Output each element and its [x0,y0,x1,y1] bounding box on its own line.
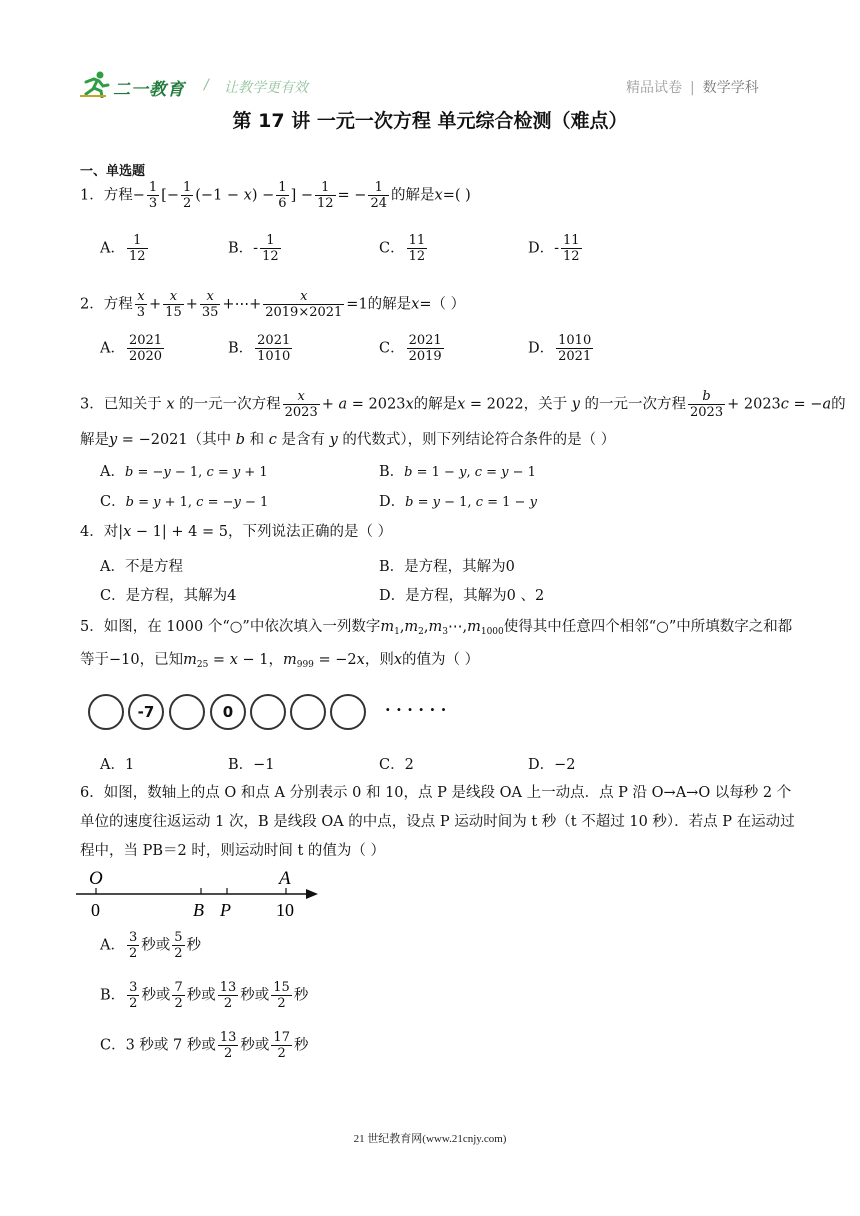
circle-6 [290,694,326,730]
tick-zero-label: 0 [91,900,100,920]
question-5-line-2: 等于−10，已知$m_{25} = x - 1$，$m_{999} = -2x$，则x的值为（ ） [80,652,480,670]
section-heading: 一、单选题 [80,164,146,179]
page-footer: 21 世纪教育网(www.21cnjy.com) [353,1133,507,1145]
q1-option-a[interactable]: A． $\frac{1}{12}$ [100,233,146,264]
q2-option-b[interactable]: B． $\frac{2021}{1010}$ [228,333,291,364]
question-2: 2．方程 $\frac{x}{3}$ + $\frac{x}{15}$ + $\frac{x}{35}$ +⋯+ $\frac{x}{2019\times 2021}$ =1的解是x=（ ） [80,289,466,320]
number-line [70,866,330,922]
q3-option-a[interactable]: A．b = −y − 1, c = y + 1 [100,464,268,480]
q4-option-d[interactable]: D．是方程，其解为0 、2 [379,588,545,604]
question-1: 1．方程− $\frac{1}{3}$ [− $\frac{1}{2}$ (−1 − x) − $\frac{1}{6}$ ] − $\frac{1}{12}$ = − $\frac{1}{24}$ 的解是x=( ) [80,180,471,211]
header-separator: | [690,80,695,96]
slogan: 让教学更有效 [224,80,308,96]
q5-option-d[interactable]: D．−2 [528,757,576,773]
question-5-line-1: 5．如图，在 1000 个“○”中依次填入一列数字$m_1,m_2,m_3\cdots,m_{1000}$使得其中任意四个相邻“○”中所填数字之和都 [80,619,793,637]
q6-option-c[interactable]: C．3 秒或 7 秒或 $\frac{13}{2}$ 秒或 $\frac{17}{2}$ 秒 [100,1030,309,1061]
point-o-label: O [89,868,103,889]
circle-3 [169,694,205,730]
question-6-line-1: 6．如图，数轴上的点 O 和点 A 分别表示 0 和 10，点 P 是线段 OA 上一动点．点 P 沿 O→A→O 以每秒 2 个 [80,785,792,801]
q2-option-a[interactable]: A． $\frac{2021}{2020}$ [100,333,163,364]
point-b-label: B [193,900,204,920]
q1-option-b[interactable]: B．- $\frac{1}{12}$ [228,233,279,264]
question-3-line-2: 解是y = −2021（其中 b 和 c 是含有 y 的代数式），则下列结论符合条件的是（ ） [80,432,616,448]
header-subject: 数学学科 [702,80,759,96]
q3-option-c[interactable]: C．b = y + 1, c = −y − 1 [100,494,269,510]
q6-option-b[interactable]: B． $\frac{3}{2}$ 秒或 $\frac{7}{2}$ 秒或 $\frac{13}{2}$ 秒或 $\frac{15}{2}$ 秒 [100,980,309,1011]
q3-option-d[interactable]: D．b = y − 1, c = 1 − y [379,494,537,510]
circle-4: 0 [210,694,246,730]
q5-option-b[interactable]: B．−1 [228,757,275,773]
q1-option-d[interactable]: D．- $\frac{11}{12}$ [528,233,580,264]
q5-option-c[interactable]: C．2 [379,757,414,773]
q4-option-c[interactable]: C．是方程，其解为4 [100,588,237,604]
page-title: 第 17 讲 一元一次方程 单元综合检测（难点） [232,110,628,132]
circle-1 [88,694,124,730]
tick-ten-label: 10 [276,900,294,920]
header-premium: 精品试卷 [626,80,682,96]
q6-option-a[interactable]: A． $\frac{3}{2}$ 秒或 $\frac{5}{2}$ 秒 [100,930,202,961]
question-4: 4．对|x − 1| + 4 = 5，下列说法正确的是（ ） [80,524,393,540]
q4-option-b[interactable]: B．是方程，其解为0 [379,559,515,575]
circle-7 [330,694,366,730]
q3-option-b[interactable]: B．b = 1 − y, c = y − 1 [379,464,536,480]
runner-logo-icon [80,70,110,98]
question-3-line-1: 3．已知关于 x 的一元一次方程 $\frac{x}{2023}$ + a = 2023x的解是x = 2022，关于 y 的一元一次方程 $\frac{b}{2023}$ + 2023c = −a的 [80,389,846,420]
point-a-label: A [279,868,291,889]
q4-option-a[interactable]: A．不是方程 [100,559,183,575]
q5-option-a[interactable]: A．1 [100,757,135,773]
circle-2: -7 [128,694,164,730]
ellipsis-dots: · · · · · · [385,700,447,719]
point-p-label: P [220,900,231,920]
slogan-separator: / [204,77,209,93]
question-6-line-3: 程中，当 PB＝2 时，则运动时间 t 的值为（ ） [80,843,386,859]
header-right [626,77,759,97]
circle-5 [250,694,286,730]
logo [80,70,110,98]
question-6-line-2: 单位的速度往返运动 1 次，B 是线段 OA 的中点，设点 P 运动时间为 t 秒（t 不超过 10 秒）．若点 P 在运动过 [80,814,795,830]
q2-option-d[interactable]: D． $\frac{1010}{2021}$ [528,333,592,364]
q1-option-c[interactable]: C． $\frac{11}{12}$ [379,233,426,264]
q2-option-c[interactable]: C． $\frac{2021}{2019}$ [379,333,442,364]
logo-text: 二一教育 [113,80,185,100]
